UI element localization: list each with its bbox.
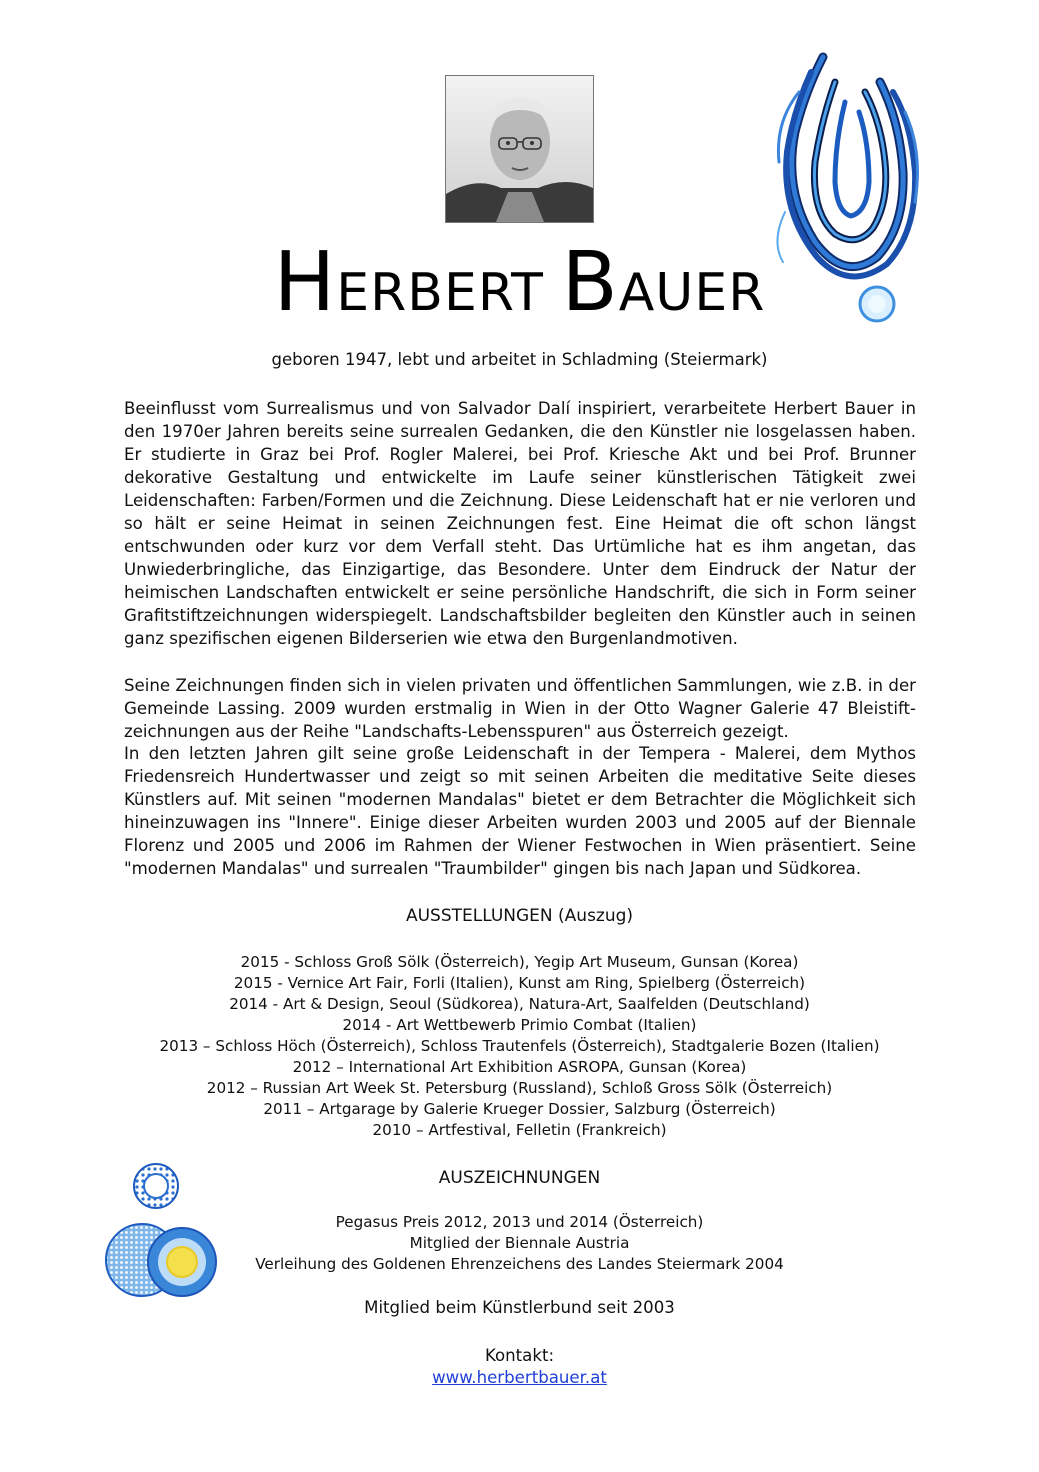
contact-website (0, 1368, 1039, 1387)
exhibition-item: 2014 - Art & Design, Seoul (Südkorea), Natura-Art, Saalfelden (Deutschland) (229, 995, 810, 1013)
title-first-rest: ERBERT (336, 263, 544, 323)
membership-note: Mitglied beim Künstlerbund seit 2003 (364, 1298, 675, 1317)
exhibitions-list (0, 952, 1039, 1141)
bio-paragraph-2: Seine Zeichnungen finden sich in vielen privaten und öffentlichen Sammlungen, wie z.B. in der Gemeinde Lassing. 2009 wurden erstmalig in Wien in der Otto Wagner Galerie 47 Bleistift-zeichnungen aus der Reihe "Landschafts-Lebensspuren" aus Österreich gezeigt. (124, 676, 916, 741)
bio-paragraph-3: In den letzten Jahren gilt seine große Leidenschaft in der Tempera - Malerei, dem Mythos Friedensreich Hundertwasser und zeigt so mit seinen Arbeiten die meditative Seite dieses Künstlers auf. Mit seinen "modernen Mandalas" bietet er dem Betrachter die Möglichkeit sich hineinzuwagen ins "Innere". Einige dieser Arbeiten wurden 2003 und 2005 auf der Biennale Florenz und 2005 und 2006 im Rahmen der Wiener Festwochen in Wien präsentiert. Seine "modernen Mandalas" und surrealen "Traumbilder" gingen bis nach Japan und Südkorea. (124, 744, 916, 878)
artist-portrait (445, 75, 594, 223)
title-first-initial: H (273, 235, 337, 330)
award-item: Verleihung des Goldenen Ehrenzeichens des Landes Steiermark 2004 (255, 1255, 784, 1273)
award-item: Pegasus Preis 2012, 2013 und 2014 (Österreich) (335, 1213, 704, 1231)
exhibitions-heading-label: AUSSTELLUNGEN (405, 906, 553, 926)
exhibition-item: 2011 – Artgarage by Galerie Krueger Dossier, Salzburg (Österreich) (263, 1100, 776, 1118)
website-link[interactable]: www.herbertbauer.at (432, 1368, 607, 1387)
exhibition-item: 2013 – Schloss Höch (Österreich), Schloss Trautenfels (Österreich), Stadtgalerie Bozen (Italien) (159, 1037, 880, 1055)
artist-name-title (0, 235, 1039, 330)
exhibition-item: 2015 - Vernice Art Fair, Forli (Italien), Kunst am Ring, Spielberg (Österreich) (233, 974, 806, 992)
exhibition-item: 2015 - Schloss Groß Sölk (Österreich), Yegip Art Museum, Gunsan (Korea) (240, 953, 799, 971)
exhibition-item: 2014 - Art Wettbewerb Primio Combat (Italien) (342, 1016, 697, 1034)
birth-info: geboren 1947, lebt und arbeitet in Schladming (Steiermark) (271, 350, 768, 369)
exhibitions-heading-suffix: (Auszug) (558, 906, 634, 926)
exhibition-item: 2012 – Russian Art Week St. Petersburg (Russland), Schloß Gross Sölk (Österreich) (206, 1079, 833, 1097)
title-last-rest: AUER (618, 263, 766, 323)
exhibition-item: 2010 – Artfestival, Felletin (Frankreich) (372, 1121, 667, 1139)
bio-paragraph-1: Beeinflusst vom Surrealismus und von Salvador Dalí inspiriert, verarbeitete Herbert Bauer in den 1970er Jahren bereits seine surrealen Gedanken, die den Künstler nie losgelassen haben. Er studierte in Graz bei Prof. Rogler Malerei, bei Prof. Kriesche Akt und bei Prof. Brunner dekorative Gestaltung und entwickelte im Laufe seiner künstlerischen Tätigkeit zwei Leidenschaften: Farben/Formen und die Zeichnung. Diese Leidenschaft hat er nie verloren und so hält er seine Heimat in seinen Zeichnungen fest. Eine Heimat die oft schon längst entschwunden oder kurz vor dem Verfall steht. Das Urtümliche hat es ihm angetan, das Unwiederbringliche, das Einzigartige, das Besondere. Unter dem Eindruck der Natur der heimischen Landschaften entwickelt er seine persönliche Handschrift, die sich in Form seiner Grafitstiftzeichnungen widerspiegelt. Landschaftsbilder begleiten den Künstler auch in seinen ganz spezifischen eigenen Bilderserien wie etwa den Burgenlandmotiven. (124, 399, 916, 648)
exhibitions-heading (0, 906, 1039, 926)
awards-heading: AUSZEICHNUNGEN (438, 1168, 601, 1188)
contact-label: Kontakt: (484, 1346, 555, 1365)
exhibition-item: 2012 – International Art Exhibition ASROPA, Gunsan (Korea) (292, 1058, 747, 1076)
awards-list (0, 1212, 1039, 1275)
title-last-initial: B (561, 235, 619, 330)
award-item: Mitglied der Biennale Austria (409, 1234, 630, 1252)
